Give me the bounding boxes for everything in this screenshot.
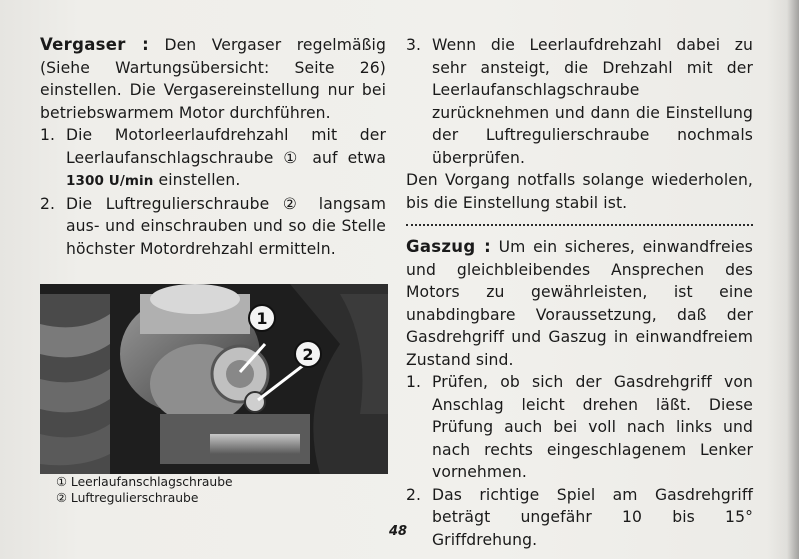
- step-text: Die Luftregulierschraube ② langsam aus- und einschrauben und so die Stelle höchster Motordrehzahl ermitteln.: [66, 194, 386, 258]
- carburetor-intro-text: Den Vergaser regelmäßig (Siehe Wartungsübersicht: Seite 26) einstellen. Die Vergasereinstellung nur bei betriebswarmem Motor durchführen.: [40, 36, 386, 122]
- step-number: 2.: [40, 194, 56, 213]
- page-edge-shadow: [787, 0, 799, 559]
- repeat-instruction: Den Vorgang notfalls solange wiederholen, bis die Einstellung stabil ist.: [406, 171, 753, 212]
- step-text: Prüfen, ob sich der Gasdrehgriff von Anschlag leicht drehen läßt. Diese Prüfung auch bei voll nach links und nach rechts eingeschlagenem Lenker vornehmen.: [432, 373, 753, 481]
- callout-1: [249, 305, 275, 331]
- step-text: Das richtige Spiel am Gasdrehgriff beträgt ungefähr 10 bis 15° Griffdrehung.: [432, 485, 753, 549]
- step-number: 3.: [406, 36, 422, 54]
- callout-1-label: 1: [256, 309, 268, 328]
- step-number: 2.: [406, 485, 422, 504]
- left-column: [40, 34, 386, 260]
- carburetor-steps: [40, 124, 386, 260]
- idle-rpm-value: 1300 U/min: [66, 173, 154, 189]
- carburetor-heading: Vergaser :: [40, 35, 150, 54]
- carburetor-photo: [40, 284, 388, 474]
- carburetor-intro: [40, 34, 386, 124]
- carburetor-steps-continued: [406, 34, 753, 169]
- throttle-step-2: [406, 484, 753, 552]
- page-number: 48: [389, 524, 408, 539]
- throttle-step-1: [406, 371, 753, 484]
- step-number: 1.: [40, 126, 56, 144]
- section-divider: [406, 224, 753, 226]
- step-text-end: einstellen.: [153, 171, 241, 189]
- step-number: 1.: [406, 373, 422, 391]
- throttle-cable-heading: Gaszug :: [406, 237, 491, 256]
- throttle-cable-intro: [406, 236, 753, 371]
- right-column: [406, 34, 753, 551]
- throttle-cable-steps: [406, 371, 753, 551]
- carburetor-step-1: [40, 124, 386, 193]
- step-text: Die Motorleerlaufdrehzahl mit der Leerlaufanschlagschraube ① auf etwa: [66, 126, 386, 167]
- caption-item-1: ① Leerlaufanschlagschraube: [56, 475, 233, 489]
- carburetor-step-2: [40, 193, 386, 261]
- callout-2: [295, 341, 321, 367]
- photo-caption: [56, 475, 233, 506]
- callout-2-label: 2: [302, 345, 314, 364]
- carburetor-step-3: [406, 34, 753, 169]
- step-text: Wenn die Leerlaufdrehzahl dabei zu sehr ansteigt, die Drehzahl mit der Leerlaufanschlagschraube zurücknehmen und dann die Einstellung der Luftregulierschraube nochmals überprüfen.: [432, 36, 753, 167]
- caption-item-2: ② Luftregulierschraube: [56, 490, 199, 505]
- carburetor-illustration: [40, 284, 388, 474]
- throttle-cable-intro-text: Um ein sicheres, einwandfreies und gleichbleibendes Ansprechen des Motors zu gewährleisten, ist eine unabdingbare Voraussetzung, daß der Gasdrehgriff und Gaszug in einwandfreiem Zustand sind.: [406, 238, 753, 369]
